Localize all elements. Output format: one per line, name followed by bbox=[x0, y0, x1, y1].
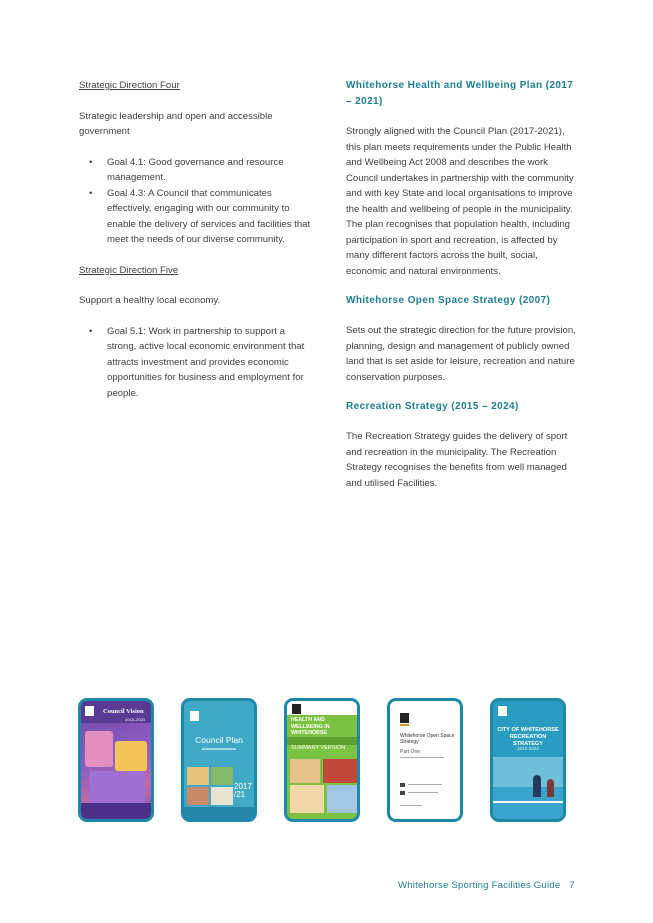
direction-five-heading: Strategic Direction Five bbox=[79, 264, 179, 276]
cover-title: Council Plan bbox=[195, 735, 243, 745]
direction-four-goal-list bbox=[79, 155, 311, 248]
cover-years: 2015-2024 bbox=[517, 746, 539, 751]
whitehorse-logo-icon bbox=[190, 711, 199, 721]
cover-title: HEALTH AND WELLBEING IN WHITEHORSE bbox=[291, 717, 330, 736]
direction-five-text: Support a healthy local economy. bbox=[79, 295, 221, 306]
left-column bbox=[79, 78, 311, 401]
cover-title: Council Vision bbox=[103, 708, 144, 715]
open-space-strategy-title: Whitehorse Open Space Strategy (2007) bbox=[346, 295, 551, 306]
page-footer bbox=[398, 880, 575, 891]
cover-years: 2013–2023 bbox=[125, 717, 146, 722]
page-number: 7 bbox=[569, 880, 575, 891]
goal-item: • Goal 4.3: A Council that communicates effectively, engaging with our community to enable the delivery of services and facilities that meet the needs of our diverse community. bbox=[107, 186, 311, 248]
whitehorse-logo-icon bbox=[400, 713, 409, 723]
open-space-strategy-cover bbox=[387, 698, 463, 822]
footer-title: Whitehorse Sporting Facilities Guide bbox=[398, 880, 561, 891]
health-wellbeing-plan-title: Whitehorse Health and Wellbeing Plan (2017 – 2021) bbox=[346, 80, 574, 107]
cover-subtitle: SUMMARY VERSION bbox=[291, 745, 346, 751]
cover-years: 2017 /21 bbox=[234, 782, 252, 799]
document-covers-row bbox=[78, 698, 578, 824]
cover-part: Part One bbox=[400, 749, 421, 755]
cover-title: Whitehorse Open Space Strategy bbox=[400, 733, 455, 745]
right-column bbox=[346, 78, 578, 491]
direction-four-text: Strategic leadership and open and accessible government bbox=[79, 110, 273, 137]
open-space-strategy-text: Sets out the strategic direction for the future provision, planning, design and management of publicly owned land that is set aside for leisure, recreation and nature conservation purposes. bbox=[346, 325, 576, 383]
whitehorse-logo-icon bbox=[498, 706, 507, 716]
recreation-strategy-text: The Recreation Strategy guides the delivery of sport and recreation in the municipality. The Recreation Strategy recognises the benefits from well managed and utilised Facilities. bbox=[346, 431, 568, 489]
direction-four-heading: Strategic Direction Four bbox=[79, 80, 180, 91]
cover-title: CITY OF WHITEHORSE RECREATION STRATEGY bbox=[497, 727, 559, 747]
recreation-strategy-cover bbox=[490, 698, 566, 822]
health-wellbeing-plan-text: Strongly aligned with the Council Plan (2017-2021), this plan meets requirements under the Public Health and Wellbeing Act 2008 and describes the work Council undertakes in partnership with the community and with key State and local organisations to improve the health and wellbeing of people in the municipality. The plan recognises that population health, including participation in sport and recreation, is affected by many different factors across the built, social, economic and natural environments. bbox=[346, 126, 574, 277]
goal-item: • Goal 4.1: Good governance and resource management. bbox=[107, 155, 311, 186]
whitehorse-logo-icon bbox=[85, 706, 94, 716]
health-wellbeing-cover bbox=[284, 698, 360, 822]
recreation-strategy-title: Recreation Strategy (2015 – 2024) bbox=[346, 401, 519, 412]
council-plan-cover bbox=[181, 698, 257, 822]
direction-five-goal-list bbox=[79, 324, 311, 402]
whitehorse-logo-icon bbox=[292, 704, 301, 714]
goal-item: • Goal 5.1: Work in partnership to support a strong, active local economic environment that attracts investment and provides economic opportunities for business and employment for people. bbox=[107, 324, 311, 402]
council-vision-cover bbox=[78, 698, 154, 822]
